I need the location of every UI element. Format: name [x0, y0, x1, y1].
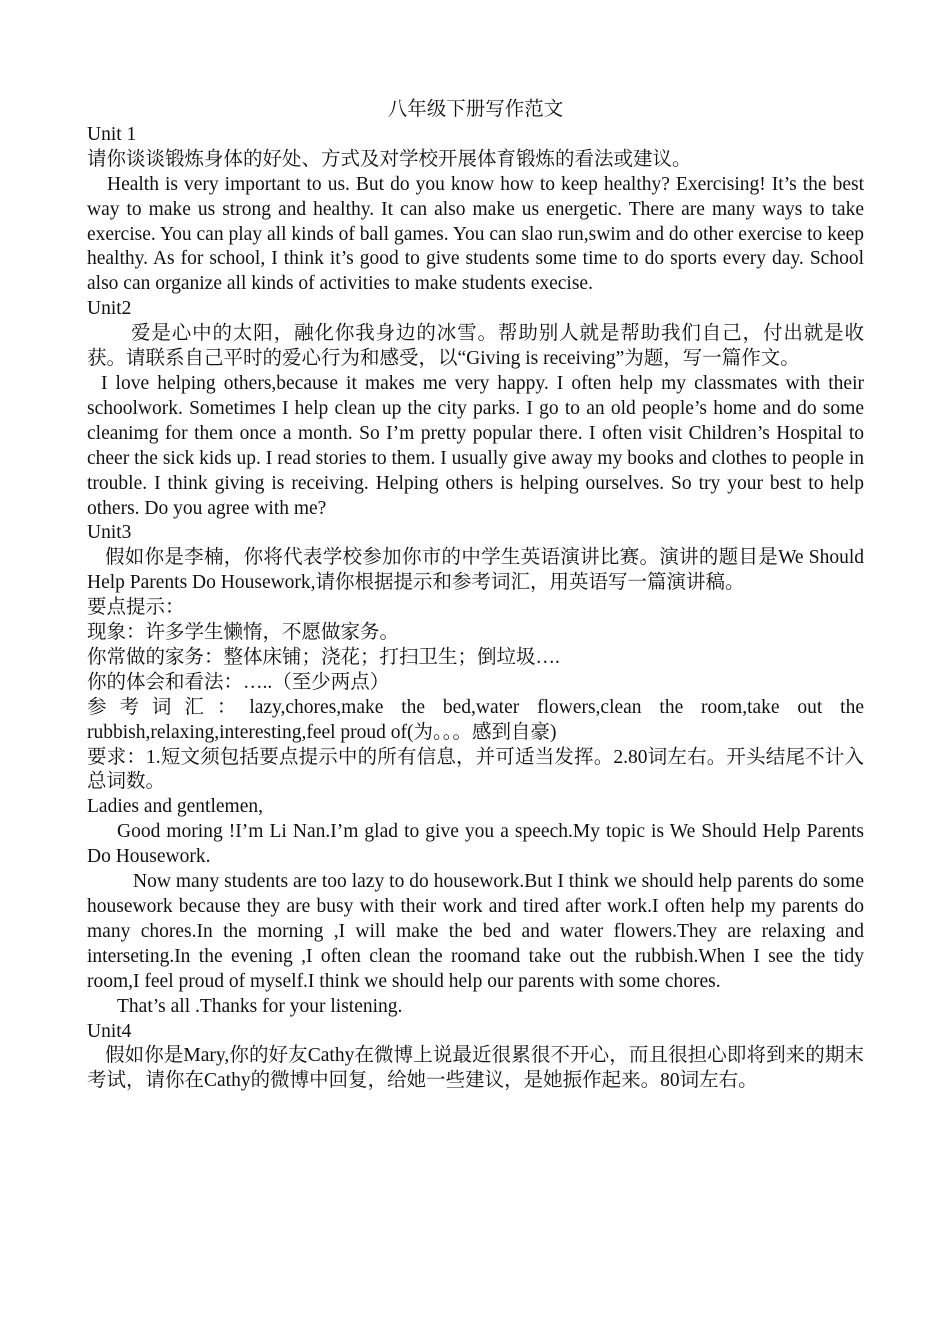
unit3-vocabulary: 参考词汇：lazy,chores,make the bed,water flowers,clean the room,take out the rubbish,relaxing,interesting,feel proud of(为。。。感到自豪)	[87, 696, 864, 743]
unit3-speech-para-2: Now many students are too lazy to do housework.But I think we should help parents do some housework because they are busy with their work and tired after work.I often help my parents do many chores.In the morning ,I will make the bed and water flowers.They are relaxing and interseting.In the evening ,I often clean the roomand take out the rubbish.When I see the tidy room,I feel proud of myself.I think we should help our parents with some chores.	[87, 871, 864, 992]
unit2-prompt: 爱是心中的太阳，融化你我身边的冰雪。帮助别人就是帮助我们自己，付出就是收获。请联系自己平时的爱心行为和感受，以“Giving is receiving”为题，写一篇作文。	[87, 323, 864, 370]
document-page	[87, 98, 864, 1094]
unit4-heading: Unit4	[87, 1020, 132, 1042]
unit3-prompt: 假如你是李楠，你将代表学校参加你市的中学生英语演讲比赛。演讲的题目是We Should Help Parents Do Housework,请你根据提示和参考词汇，用英语写一篇演讲稿。	[87, 547, 864, 594]
unit3-hints-label: 要点提示：	[87, 597, 185, 619]
unit1-heading: Unit 1	[87, 123, 137, 145]
unit3-requirements: 要求：1.短文须包括要点提示中的所有信息，并可适当发挥。2.80词左右。开头结尾不计入总词数。	[87, 746, 864, 793]
unit2-heading: Unit2	[87, 298, 132, 320]
unit1-essay: Health is very important to us. But do you know how to keep healthy? Exercising! It’s the best way to make us strong and healthy. It can also make us energetic. There are many ways to take exercise. You can play all kinds of ball games. You can slao run,swim and do other exercise to keep healthy. As for school, I think it’s good to give students some time to do sports every day. School also can organize all kinds of activities to make students execise.	[87, 173, 864, 295]
unit4-prompt: 假如你是Mary,你的好友Cathy在微博上说最近很累很不开心，而且很担心即将到来的期末考试，请你在Cathy的微博中回复，给她一些建议，是她振作起来。80词左右。	[87, 1045, 864, 1092]
unit3-speech-para-1: Good moring !I’m Li Nan.I’m glad to give you a speech.My topic is We Should Help Parents Do Housework.	[87, 821, 864, 868]
unit3-closing: That’s all .Thanks for your listening.	[117, 995, 403, 1017]
unit3-heading: Unit3	[87, 522, 132, 544]
page-title: 八年级下册写作范文	[387, 99, 564, 120]
unit2-essay: I love helping others,because it makes me very happy. I often help my classmates with their schoolwork. Sometimes I help clean up the city parks. I go to an old people’s home and do some cleanimg for them once a month. So I’m pretty popular there. I often visit Children’s Hospital to cheer the sick kids up. I read stories to them. I usually give away my books and clothes to people in trouble. I think giving is receiving. Helping others is helping ourselves. So try your best to help others. Do you agree with me?	[87, 372, 864, 519]
unit3-hint-3: 你的体会和看法：…..（至少两点）	[87, 671, 390, 693]
unit3-hint-1: 现象：许多学生懒惰，不愿做家务。	[87, 622, 400, 644]
unit1-prompt: 请你谈谈锻炼身体的好处、方式及对学校开展体育锻炼的看法或建议。	[87, 148, 692, 170]
unit3-hint-2: 你常做的家务：整体床铺；浇花；打扫卫生；倒垃圾….	[87, 646, 560, 668]
unit3-greeting: Ladies and gentlemen,	[87, 796, 263, 818]
